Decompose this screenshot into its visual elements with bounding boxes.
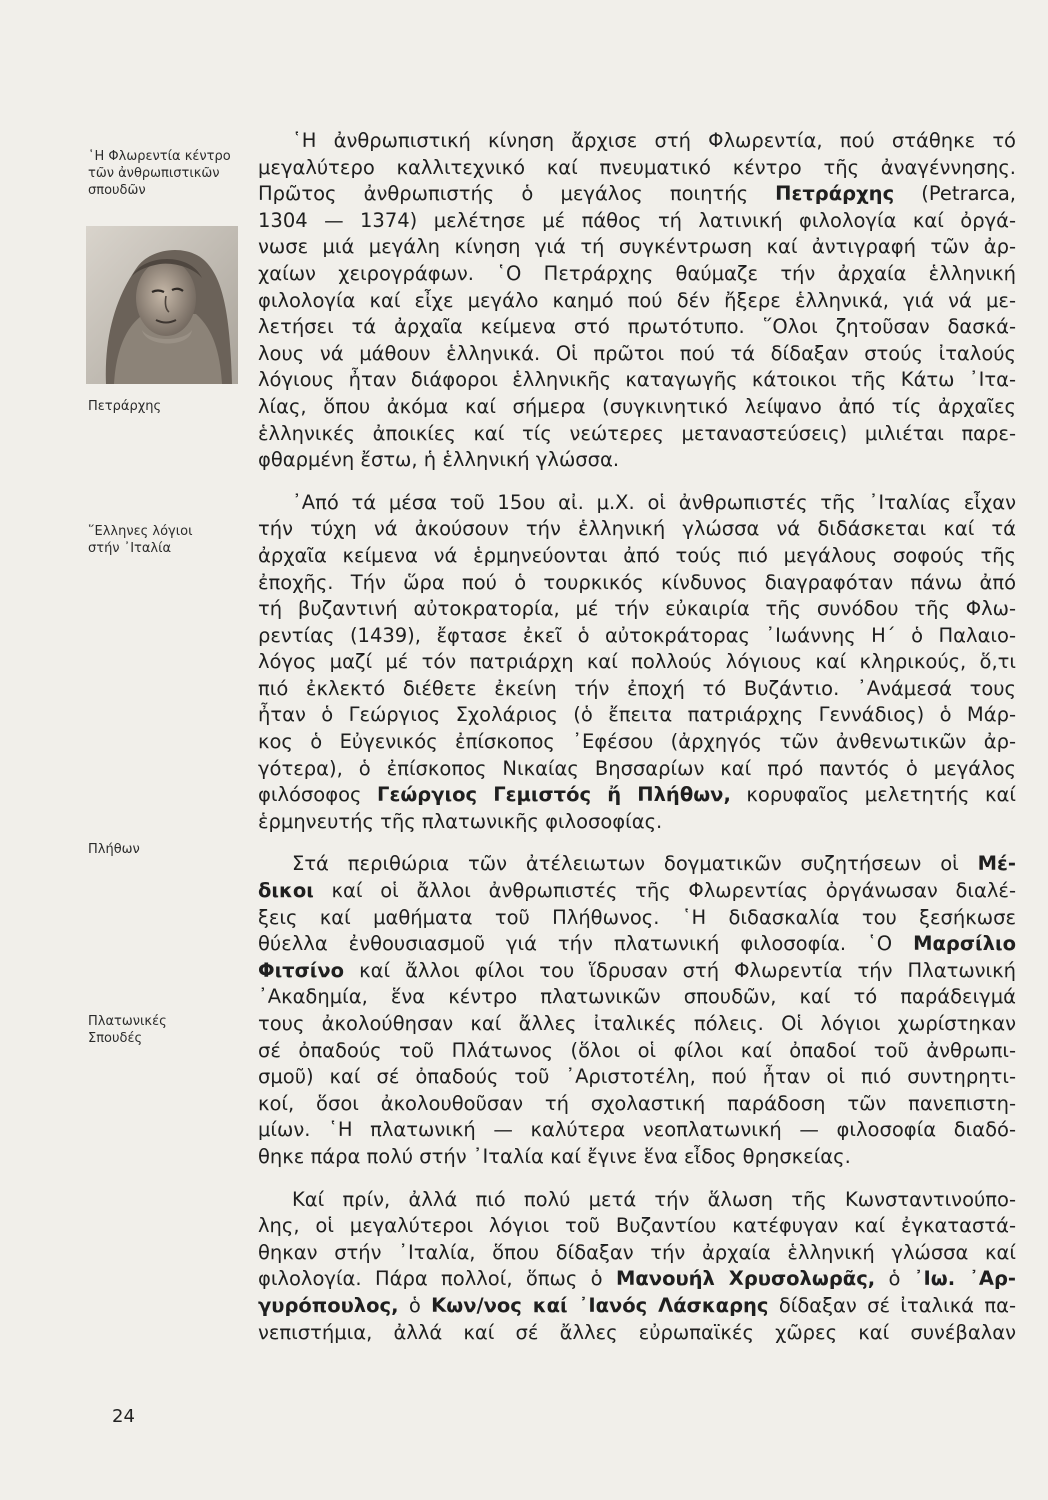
text-line: ἦταν ὁ Γεώργιος Σχολάριος (ὁ ἔπειτα πατριάρχης Γεννάδιος) ὁ Μάρ- <box>258 703 1016 727</box>
bold-name-ficino: Φιτσίνο <box>258 958 345 982</box>
text-line: ᾿Ακαδημία, ἕνα κέντρο πλατωνικῶν σπουδῶν, καί τό παράδειγμά <box>258 985 1016 1009</box>
text-line: ῾Η ἀνθρωπιστική κίνηση ἄρχισε στή Φλωρεντία, πού στάθηκε τό <box>292 129 1016 152</box>
text-line: λίας, ὅπου ἀκόμα καί σήμερα (συγκινητικό λείψανο ἀπό τίς ἀρχαῖες <box>258 394 1016 418</box>
text-line: τους ἀκολούθησαν καί ἄλλες ἰταλικές πόλεις. Οἱ λόγιοι χωρίστηκαν <box>258 1012 1016 1035</box>
margin-note-greek-scholars <box>88 523 238 557</box>
margin-note-line: ῾Η Φλωρεντία κέντρο <box>88 149 231 164</box>
margin-note-florence <box>88 148 238 199</box>
text-line: φιλόσοφος Γεώργιος Γεμιστός ἤ Πλήθων, κορυφαῖος μελετητής καί <box>258 783 1016 807</box>
text-line: φιλολογία. Πάρα πολλοί, ὅπως ὁ Μανουήλ Χρυσολωρᾶς, ὁ ᾿Ιω. ᾿Αρ- <box>258 1267 1016 1291</box>
text-line: σέ ὀπαδούς τοῦ Πλάτωνος (ὅλοι οἱ φίλοι καί ὀπαδοί τοῦ ἀνθρωπι- <box>258 1038 1016 1062</box>
text-line: κοί, ὅσοι ἀκολουθοῦσαν τή σχολαστική παράδοση τῶν πανεπιστη- <box>258 1091 1016 1115</box>
text-line: λόγιους ἦταν διάφοροι ἑλληνικῆς καταγωγῆς κάτοικοι τῆς Κάτω ᾿Ιτα- <box>258 368 1016 392</box>
text-line: φιλολογία καί εἶχε μεγάλο καημό πού δέν ἤξερε ἑλληνικά, γιά νά με- <box>258 288 1016 312</box>
text-line: πιό ἐκλεκτό διέθετε ἐκείνη τήν ἐποχή τό Βυζάντιο. ᾿Ανάμεσά τους <box>258 676 1016 700</box>
text-line: νεπιστήμια, ἀλλά καί σέ ἄλλες εὐρωπαϊκές χῶρες καί συνέβαλαν <box>258 1320 1016 1344</box>
margin-note-line: Πετράρχης <box>88 399 162 414</box>
text-line: ἐποχῆς. Τήν ὥρα πού ὁ τουρκικός κίνδυνος διαγραφόταν πάνω ἀπό <box>258 570 1016 594</box>
text-line: μίων. ῾Η πλατωνική — καλύτερα νεοπλατωνική — φιλοσοφία διαδό- <box>258 1118 1016 1142</box>
margin-note-platonic <box>88 1013 238 1047</box>
bold-name-argyropoulos: ᾿Ιω. ᾿Αρ- <box>913 1267 1016 1291</box>
text-line: θύελλα ἐνθουσιασμοῦ γιά τήν πλατωνική φιλοσοφία. ῾Ο Μαρσίλιο <box>258 932 1016 956</box>
margin-note-line: Πλατωνικές <box>88 1014 167 1029</box>
text-line: Πρῶτος ἀνθρωπιστής ὁ μεγάλος ποιητής Πετράρχης (Petrarca, <box>258 182 1016 206</box>
margin-note-line: Σπουδές <box>88 1031 143 1046</box>
text-line: μεγαλύτερο καλλιτεχνικό καί πνευματικό κέντρο τῆς ἀναγέννησης. <box>258 155 1016 179</box>
text-line: λης, οἱ μεγαλύτεροι λόγιοι τοῦ Βυζαντίου κατέφυγαν καί ἐγκαταστά- <box>258 1214 1016 1238</box>
bold-name-chrysoloras: Μανουήλ Χρυσολωρᾶς, <box>615 1267 876 1291</box>
text-line: Στά περιθώρια τῶν ἀτέλειωτων δογματικῶν συζητήσεων οἱ Μέ- <box>292 852 1016 876</box>
text-line: Καί πρίν, ἀλλά πιό πολύ μετά τήν ἅλωση τῆς Κωνσταντινούπο- <box>292 1187 1016 1211</box>
margin-note-line: σπουδῶν <box>88 183 146 198</box>
bold-name-medici: Μέ- <box>977 852 1016 876</box>
text-line: δικοι καί οἱ ἄλλοι ἀνθρωπιστές τῆς Φλωρεντίας ὀργάνωσαν διαλέ- <box>258 879 1016 903</box>
text-line: φθαρμένη ἔστω, ἡ ἑλληνική γλώσσα. <box>258 448 620 472</box>
text-line: σμοῦ) καί σέ ὀπαδούς τοῦ ᾿Αριστοτέλη, πού ἦταν οἱ πιό συντηρητι- <box>258 1065 1016 1089</box>
bold-name-medici: δικοι <box>258 879 314 903</box>
bold-name-petrarch: Πετράρχης <box>775 182 895 206</box>
text-line: θηκαν στήν ᾿Ιταλία, ὅπου δίδαξαν τήν ἀρχαία ἑλληνική γλώσσα καί <box>258 1240 1016 1264</box>
petrarch-portrait-drawing <box>86 226 238 384</box>
text-line: λους νά μάθουν ἑλληνικά. Οἱ πρῶτοι πού τά δίδαξαν στούς ἰταλούς <box>258 341 1016 365</box>
text-line: ἀρχαῖα κείμενα νά ἑρμηνεύονται ἀπό τούς πιό μεγάλους σοφούς τῆς <box>258 543 1016 567</box>
paragraph-platonic-studies <box>258 851 1016 1170</box>
margin-note-line: τῶν ἀνθρωπιστικῶν <box>88 166 220 181</box>
text-line: ξεις καί μαθήματα τοῦ Πλήθωνος. ῾Η διδασκαλία του ξεσήκωσε <box>258 905 1016 929</box>
paragraph-greek-scholars <box>258 490 1016 836</box>
text-line: νωσε μιά μεγάλη κίνηση γιά τή συγκέντρωση καί ἀντιγραφή τῶν ἀρ- <box>258 235 1016 259</box>
margin-note-line: στήν ᾿Ιταλία <box>88 541 172 556</box>
text-line: κος ὁ Εὐγενικός ἐπίσκοπος ᾿Εφέσου (ἀρχηγός τῶν ἀνθενωτικῶν ἀρ- <box>258 730 1016 754</box>
margin-note-petrarch <box>88 398 238 415</box>
text-line: ἑλληνικές ἀποικίες καί τίς νεώτερες μεταναστεύσεις) μιλιέται παρε- <box>258 421 1016 445</box>
text-line: Φιτσίνο καί ἄλλοι φίλοι του ἵδρυσαν στή Φλωρεντία τήν Πλατωνική <box>258 958 1016 982</box>
text-line: χαίων χειρογράφων. ῾Ο Πετράρχης θαύμαζε τήν ἀρχαία ἑλληνική <box>258 261 1016 285</box>
paragraph-byzantine-scholars <box>258 1187 1016 1347</box>
text-line: 1304 — 1374) μελέτησε μέ πάθος τή λατινική φιλολογία καί ὀργά- <box>258 208 1016 232</box>
text-line: γυρόπουλος, ὁ Κων/νος καί ᾿Ιανός Λάσκαρης δίδαξαν σέ ἰταλικά πα- <box>258 1293 1016 1317</box>
text-line: τή βυζαντινή αὐτοκρατορία, μέ τήν εὐκαιρία τῆς συνόδου τῆς Φλω- <box>258 597 1016 621</box>
bold-name-ficino: Μαρσίλιο <box>913 932 1016 956</box>
text-line: τήν τύχη νά ἀκούσουν τήν ἑλληνική γλώσσα νά διδάσκεται καί τά <box>258 517 1016 541</box>
text-line: λετήσει τά ἀρχαῖα κείμενα στό πρωτότυπο. ῞Ολοι ζητοῦσαν δασκά- <box>258 315 1016 339</box>
petrarch-portrait <box>86 226 238 384</box>
margin-note-line: Πλήθων <box>88 842 140 857</box>
text-line: ἑρμηνευτής τῆς πλατωνικῆς φιλοσοφίας. <box>258 809 663 833</box>
text-line: λόγος μαζί μέ τόν πατριάρχη καί πολλούς λόγιους καί κληρικούς, ὅ,τι <box>258 650 1016 674</box>
text-line: γότερα), ὁ ἐπίσκοπος Νικαίας Βησσαρίων καί πρό παντός ὁ μεγάλος <box>258 756 1016 780</box>
bold-name-plethon: Γεώργιος Γεμιστός ἤ Πλήθων, <box>377 783 731 807</box>
margin-note-plethon <box>88 841 238 858</box>
page-number: 24 <box>112 1406 135 1427</box>
body-text <box>258 128 1016 1362</box>
bold-name-argyropoulos: γυρόπουλος, <box>258 1293 399 1317</box>
paragraph-humanism-florence <box>258 128 1016 474</box>
margin-note-line: ῞Ελληνες λόγιοι <box>88 524 193 539</box>
text-line: θηκε πάρα πολύ στήν ᾿Ιταλία καί ἔγινε ἕνα εἶδος θρησκείας. <box>258 1144 851 1168</box>
bold-name-lascaris: Κων/νος καί ᾿Ιανός Λάσκαρης <box>431 1293 769 1317</box>
text-line: ᾿Από τά μέσα τοῦ 15ου αἰ. μ.Χ. οἱ ἀνθρωπιστές τῆς ᾿Ιταλίας εἶχαν <box>292 490 1016 514</box>
text-line: ρεντίας (1439), ἔφτασε ἐκεῖ ὁ αὐτοκράτορας ᾿Ιωάννης Η΄ ὁ Παλαιο- <box>258 623 1016 647</box>
